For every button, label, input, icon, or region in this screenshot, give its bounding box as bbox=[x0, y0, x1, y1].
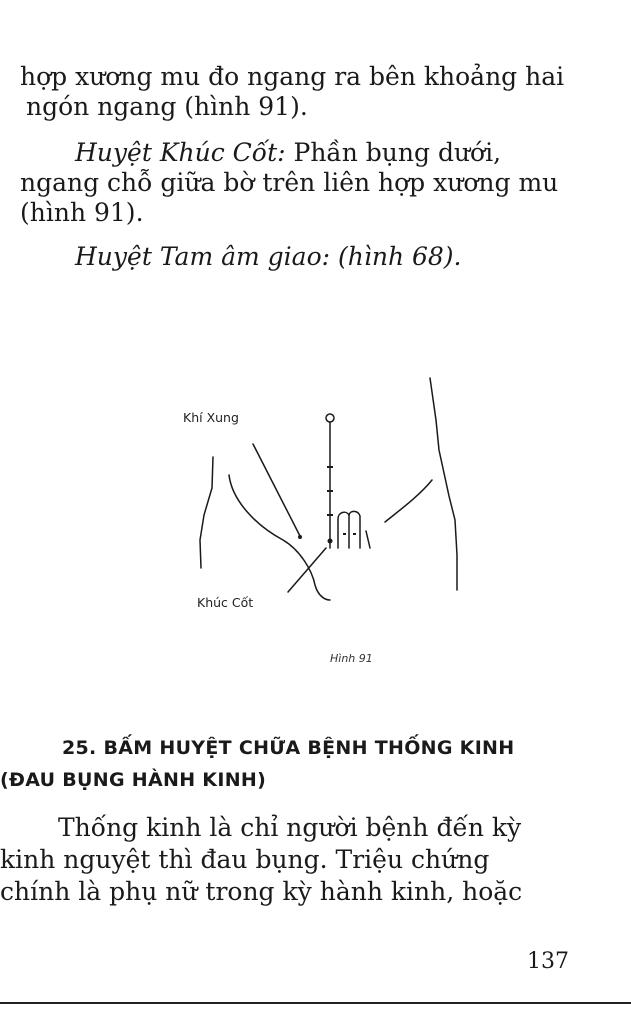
acupoint-term: Huyệt Khúc Cốt: bbox=[75, 138, 286, 167]
heading-line: (ĐAU BỤNG HÀNH KINH) bbox=[0, 769, 267, 791]
text-fragment: Phần bụng dưới, bbox=[285, 138, 502, 167]
groin-crease-left bbox=[229, 475, 330, 600]
acupoint-dot bbox=[298, 535, 302, 539]
thumbnail-mark bbox=[353, 533, 356, 535]
text-line: ngang chỗ giữa bờ trên liên hợp xương mu bbox=[20, 168, 559, 197]
thumb-knuckle bbox=[366, 531, 370, 548]
thumb-right bbox=[349, 511, 360, 548]
text-line: kinh nguyệt thì đau bụng. Triệu chứng bbox=[0, 845, 490, 874]
leader-line-khi-xung bbox=[253, 444, 300, 536]
bottom-rule bbox=[0, 1002, 631, 1004]
text-line: (hình 91). bbox=[20, 198, 144, 227]
heading-line: 25. BẤM HUYỆT CHỮA BỆNH THỐNG KINH bbox=[62, 737, 515, 759]
text-line: ngón ngang (hình 91). bbox=[26, 92, 308, 121]
groin-crease-right bbox=[385, 480, 432, 522]
midline-tick bbox=[327, 490, 333, 492]
midline-tick bbox=[327, 514, 333, 516]
acupoint-dot bbox=[328, 539, 333, 544]
thumbnail-mark bbox=[343, 533, 346, 535]
paragraph-tam-am-giao: Huyệt Tam âm giao: (hình 68). bbox=[75, 242, 462, 271]
section-heading bbox=[0, 732, 600, 796]
figure-label-khuc-cot: Khúc Cốt bbox=[197, 595, 254, 610]
figure-label-khi-xung: Khí Xung bbox=[183, 410, 239, 425]
thumb-left bbox=[338, 512, 349, 548]
acupoint-circle bbox=[326, 414, 334, 422]
page-number: 137 bbox=[527, 949, 569, 974]
body-outline-right bbox=[430, 378, 457, 590]
text-line: hợp xương mu đo ngang ra bên khoảng hai bbox=[20, 62, 565, 91]
figure-caption: Hình 91 bbox=[330, 652, 373, 665]
text-line: Thống kinh là chỉ người bệnh đến kỳ bbox=[58, 813, 522, 842]
paragraph-thong-kinh bbox=[0, 812, 570, 908]
midline-tick bbox=[327, 466, 333, 468]
text-line: chính là phụ nữ trong kỳ hành kinh, hoặc bbox=[0, 877, 523, 906]
leader-line-khuc-cot bbox=[288, 548, 326, 592]
body-outline-left bbox=[200, 457, 213, 568]
